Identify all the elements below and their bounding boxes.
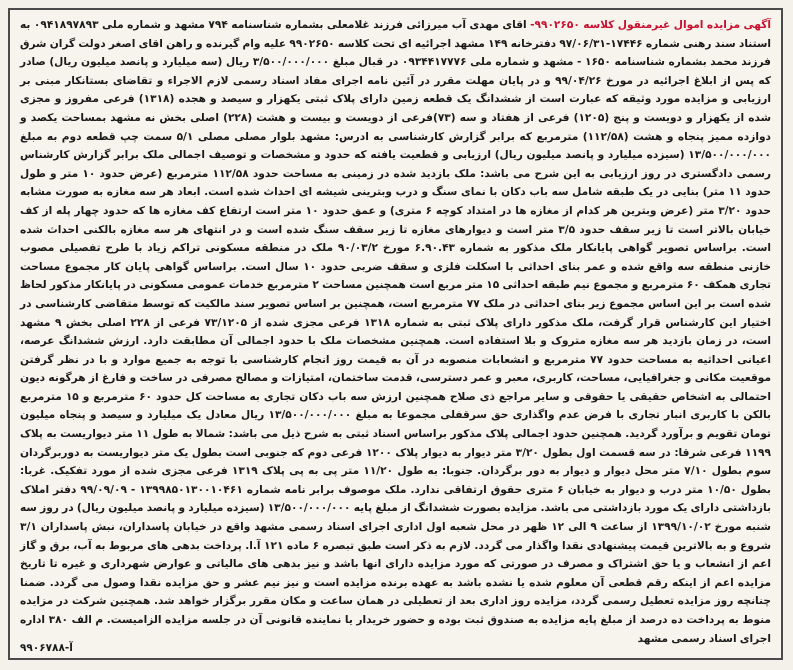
- notice-footer-code: آ-۹۹۰۶۷۸۸: [20, 642, 73, 654]
- notice-body: اقای مهدی آب میرزائی فرزند غلامعلی بشماره شناسنامه ۷۹۴ مشهد و شماره ملی ۰۹۴۱۸۹۷۸۹۳ به استناد سند رهنی شماره ۱۷۴۴۶-۹۷/۰۶/۳۱ دفترخانه ۱۴۹ مشهد اجرائیه ای تحت کلاسه ۹۹۰۲۶۵۰ علیه وام گیرنده و راهن اقای اصغر دولت گران شرق فرزند محمد بشماره شناسنامه ۱۶۵۰ - مشهد و شماره ملی ۰۹۳۴۴۱۷۷۷۶ در قبال مبلغ ۳/۵۰۰/۰۰۰/۰۰۰ ریال (سه میلیارد و پانصد میلیون ریال) صادر که پس از ابلاغ اجرائیه در مورخ ۹۹/۰۴/۲۶ و در پایان مهلت مقرر در آئین نامه اجرای مفاد اسناد رسمی لازم الاجراء و تقاضای بستانکار مبنی بر ارزیابی و مزایده مورد وثیقه که عبارت است از ششدانگ یک قطعه زمین دارای پلاک ثبتی یکهزار و سیصد و هجده (۱۳۱۸) فرعی مفروز و مجزی شده از یکهزار و دویست و پنج (۱۲۰۵) فرعی از هفتاد و سه (۷۳)فرعی از دویست و بیست و هشت (۲۲۸) اصلی بخش نه مشهد بمساحت یکصد و دوازده ممیز پنجاه و هشت (۱۱۲/۵۸) مترمربع که برابر گزارش کارشناسی به ادرس: مشهد بلوار مصلی مصلی ۵/۱ سمت چپ قطعه دوم به مبلغ ۱۳/۵۰۰/۰۰۰/۰۰۰ (سیزده میلیارد و پانصد میلیون ریال) ارزیابی و قطعیت یافته که حدود و مشخصات و توصیف اجمالی ملک برابر گزارش کارشناس رسمی دادگستری در روز ارزیابی به این شرح می باشد: ملک بازدید شده در زمینی به مساحت حدود ۱۱۲/۵۸ مترمربع (عرض حدود ۱۰ متر و طول حدود ۱۱ متر) بنایی در یک طبقه شامل سه باب دکان با نمای سنگ و درب وبترینی شیشه ای احداث شده است. ابعاد هر سه مغازه به صورت مشابه حدود ۳/۲۰ متر (عرض وبترین هر کدام از مغازه ها در امتداد کوچه ۶ متری) و عمق حدود ۱۰ متر است ارتفاع کف مغازه ها که حدود چهار پله از کف خیابان بالاتر است تا زیر سقف حدود ۳/۵ متر است و دیوارهای مغازه تا زیر سقف سنگ شده است و در انتهای هر سه مغازه بالکنی احداث شده است. براساس تصویر گواهی پایانکار ملک مذکور به شماره ۶.۹۰.۴۳ مورخ ۹۰/۰۳/۲ ملک در منطقه مسکونی تراکم زیاد با طرح تفصیلی مصوب خازنی منطقه سه واقع شده و عمر بنای احداثی با اسکلت فلزی و سقف ضربی حدود ۱۰ سال است. براساس گواهی پایان کار مجموع مساحت تجاری همکف ۶۰ مترمربع و مجموع نیم طبقه احداثی ۱۵ متر مربع است همچنین مساحت ۲ مترمربع خدمات عمومی مسکونی در پایانکار مذکور لحاظ شده است بر این اساس مجموع زیر بنای احداثی در ملک ۷۷ مترمربع است، همچنین بر اساس تصویر سند مالکیت که توسط متقاضی کارشناسی در اختیار این کارشناس قرار گرفت، ملک مذکور دارای پلاک ثبتی به شماره ۱۳۱۸ فرعی مجزی شده از ۷۳/۱۲۰۵ فرعی از ۲۲۸ اصلی بخش ۹ مشهد است، در زمان بازدید هر سه مغازه متروک و بلا استفاده است. همچنین مشخصات ملک با حدود اجمالی آن مطابقت دارد. ارزش ششدانگ عرصه، اعیانی احداثیه به مساحت حدود ۷۷ مترمربع و انشعابات منصوبه در آن به قیمت روز انجام کارشناسی با توجه به جمیع موارد و با در نظر گرفتن موقعیت مکانی و جغرافیایی، مساحت، کاربری، معبر و عمر دسترسی، قدمت ساختمان، امتیازات و مصالح مصرفی در ساخت و فارغ از هرگونه دیون احتمالی به اشخاص حقیقی یا حقوقی و سایر مراجع ذی صلاح همچنین ارزش سه باب دکان تجاری به مساحت کل حدود ۶۰ مترمربع و ۱۵ مترمربع بالکن با کاربری انبار تجاری با فرض عدم واگذاری حق سرقفلی مجموعا به مبلغ ۱۳/۵۰۰/۰۰۰/۰۰۰ ریال معادل یک میلیارد و سیصد و پنجاه میلیون تومان تقویم و برآورد گردید. همچنین حدود اجمالی پلاک مذکور براساس اسناد ثبتی به شرح ذیل می باشد: شمالا به طول ۱۱ متر دیواریست به پلاک ۱۱۹۹ فرعی شرقا: در سه قسمت اول بطول ۳/۲۰ متر دیوار به دیوار پلاک ۱۲۰۰ فرعی دوم که جنوبی است بطول یک متر دیواریست به دوربرگردان سوم بطول ۷/۱۰ متر محل دیوار و دیوار به دور برگردان. جنوبا: به طول ۱۱/۲۰ متر پی به پی پلاک ۱۳۱۹ فرعی مجزی شده از مورد تفکیک. غربا: بطول ۱۰/۵۰ متر درب و دیوار به خیابان ۶ متری حقوق ارتفاقی ندارد. ملک موصوف برابر نامه شماره ۱۳۹۹۸۵۰۱۳۰۰۱۰۴۶۱ - ۹۹/۰۹/۰۹ دفتر املاک بازداشتی دارای یک مورد بازداشتی می باشد. مزایده بصورت ششدانگ از مبلغ پایه ۱۳/۵۰۰/۰۰۰/۰۰۰ (سیزده میلیارد و پانصد میلیون ریال) در روز سه شنبه مورخ ۱۳۹۹/۱۰/۰۲ از ساعت ۹ الی ۱۲ ظهر در محل شعبه اول اداری اجرای اسناد رسمی مشهد واقع در خیابان پاسداران، نبش پاسداران ۳/۱ شروع و به بالاترین قیمت پیشنهادی نقدا واگذار می گردد. لازم به ذکر است طبق تبصره ۶ ماده ۱۲۱ آ.ا. پرداخت بدهی های مربوط به آب، برق و گاز اعم از انشعاب و یا حق اشتراک و مصرف در صورتی که مورد مزایده دارای انها باشد و نیز بدهی های مالیاتی و عوارض شهرداری و غیره تا تاریخ مزایده اعم از اینکه رقم قطعی آن معلوم شده یا نشده باشد به عهده برنده مزایده است و نیز نیم عشر و حق مزایده نقدا وصول می گردد. ضمنا چنانچه روز مزایده تعطیل رسمی گردد، مزایده روز اداری بعد از تعطیلی در همان ساعت و مکان مقرر برگزار خواهد شد. همچنین شرکت در مزایده منوط به پرداخت ده درصد از مبلغ پایه مزایده به صندوق ثبت بوده و حضور خریدار یا نماینده قانونی آن در جلسه مزایده الزامیست. م الف ۳۸۰ اداره اجرای اسناد رسمی مشهد: [20, 19, 772, 645]
- auction-notice: [8, 8, 783, 660]
- notice-text: [20, 16, 771, 648]
- notice-headline: آگهی مزایده اموال غیرمنقول کلاسه ۹۹۰۲۶۵۰-: [530, 19, 771, 31]
